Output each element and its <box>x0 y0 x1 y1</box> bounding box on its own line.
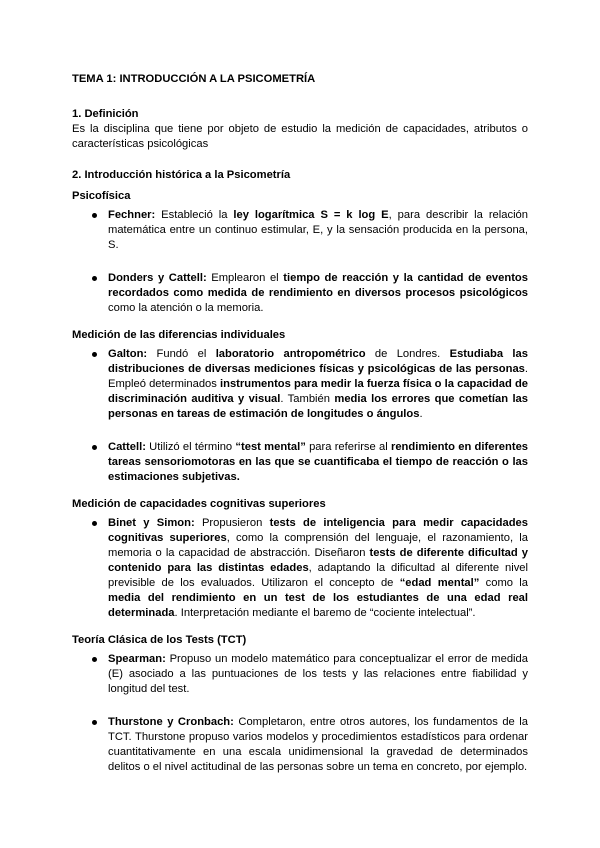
bold-run: tests de diferente dificultad y contenido para las distintas edades <box>108 547 529 574</box>
text-run: . Interpretación mediante el baremo de “cociente intelectual”. <box>174 607 476 619</box>
bold-run: tiempo de reacción y la cantidad de eventos recordados como medida de rendimiento en diversos procesos psicológicos <box>108 272 528 299</box>
bold-run: Estudiaba las distribuciones de diversas mediciones físicas y psicológicas de las personas <box>108 348 528 375</box>
text-run: , para describir la relación matemática entre un continuo estimular, E, y la sensación producida en la persona, S. <box>108 209 528 251</box>
text-run: de Londres. <box>365 348 450 360</box>
bullet-icon <box>92 720 97 725</box>
document-title: TEMA 1: INTRODUCCIÓN A LA PSICOMETRÍA <box>72 73 316 85</box>
bullet-text-cattell <box>108 441 528 483</box>
tct-list <box>72 652 528 775</box>
text-run: . También <box>280 393 335 405</box>
bold-run: laboratorio antropométrico <box>215 348 366 360</box>
text-run: Fundó el <box>147 348 216 360</box>
bold-run: Cattell: <box>108 441 146 453</box>
bold-run: tests de inteligencia para medir capacidades cognitivas superiores <box>108 517 529 544</box>
bullet-icon <box>92 213 97 218</box>
bullet-text-thurstone-cronbach <box>108 716 528 773</box>
document-page <box>72 72 528 787</box>
text-run: Completaron, entre otros autores, los fundamentos de la TCT. Thurstone propuso varios modelos y procedimientos estadísticos para ordenar cuantitativamente en una escala unidimensional la gravedad de determinados delitos o el nivel actitudinal de las personas sobre un tema en concreto, por ejemplo. <box>108 716 528 773</box>
text-run: Emplearon el <box>206 272 284 284</box>
bold-run: Galton: <box>108 348 148 360</box>
bold-run: “edad mental” <box>399 577 480 589</box>
cognitivas-heading: Medición de capacidades cognitivas superiores <box>72 498 326 510</box>
bold-run: Thurstone y Cronbach: <box>108 716 234 728</box>
bullet-text-binet-simon <box>108 517 528 619</box>
bullet-text-donders-cattell <box>108 272 528 314</box>
text-run: Propuso un modelo matemático para conceptualizar el error de medida (E) asociado a las puntuaciones de los tests y las relaciones entre fiabilidad y longitud del test. <box>108 653 528 695</box>
bullet-icon <box>92 445 97 450</box>
text-run: como la <box>479 577 529 589</box>
bold-run: “test mental” <box>235 441 306 453</box>
bold-run: Fechner: <box>108 209 156 221</box>
bold-run: media del rendimiento en un test de los estudiantes de una edad real determinada <box>108 592 528 619</box>
bold-run: rendimiento en diferentes tareas sensoriomotoras en las que se cuantificaba el tiempo de reacción o las estimaciones subjetivas. <box>108 441 529 483</box>
diferencias-heading: Medición de las diferencias individuales <box>72 329 286 341</box>
psicofisica-heading: Psicofísica <box>72 190 131 202</box>
text-run: , adaptando la dificultad al diferente nivel previsible de los evaluados. Utilizaron el concepto de <box>108 562 528 589</box>
section-historia-heading: 2. Introducción histórica a la Psicometría <box>72 169 291 181</box>
bullet-text-spearman <box>108 653 528 695</box>
definicion-text: Es la disciplina que tiene por objeto de estudio la medición de capacidades, atributos o características psicológicas <box>72 123 528 150</box>
text-run: para referirse al <box>305 441 391 453</box>
text-run: Estableció la <box>155 209 234 221</box>
bullet-text-galton <box>108 348 528 420</box>
list-item <box>72 440 528 485</box>
list-item <box>72 652 528 697</box>
bullet-icon <box>92 352 97 357</box>
list-item <box>72 208 528 253</box>
list-item <box>72 271 528 316</box>
bold-run: ley logarítmica S = k log E <box>233 209 389 221</box>
bold-run: Binet y Simon: <box>108 517 195 529</box>
cognitivas-list <box>72 516 528 621</box>
text-run: , como la comprensión del lenguaje, el razonamiento, la memoria o la capacidad de abstracción. Diseñaron <box>108 532 528 559</box>
psicofisica-list <box>72 208 528 316</box>
diferencias-list <box>72 347 528 485</box>
bold-run: instrumentos para medir la fuerza física o la capacidad de discriminación auditiva y visual <box>108 378 529 405</box>
bold-run: Spearman: <box>108 653 166 665</box>
list-item <box>72 516 528 621</box>
bullet-text-fechner <box>108 209 528 251</box>
bullet-icon <box>92 276 97 281</box>
text-run: Utilizó el término <box>145 441 236 453</box>
text-run: . <box>419 408 423 420</box>
text-run: Propusieron <box>194 517 270 529</box>
list-item <box>72 347 528 422</box>
list-item <box>72 715 528 775</box>
bullet-icon <box>92 521 97 526</box>
bold-run: Donders y Cattell: <box>108 272 207 284</box>
tct-heading: Teoría Clásica de los Tests (TCT) <box>72 634 247 646</box>
text-run: . Empleó determinados <box>108 363 528 390</box>
section-definicion-heading: 1. Definición <box>72 108 139 120</box>
bold-run: media los errores que cometían las personas en tareas de estimación de longitudes o ángulos <box>108 393 528 420</box>
bullet-icon <box>92 657 97 662</box>
text-run: como la atención o la memoria. <box>108 302 264 314</box>
